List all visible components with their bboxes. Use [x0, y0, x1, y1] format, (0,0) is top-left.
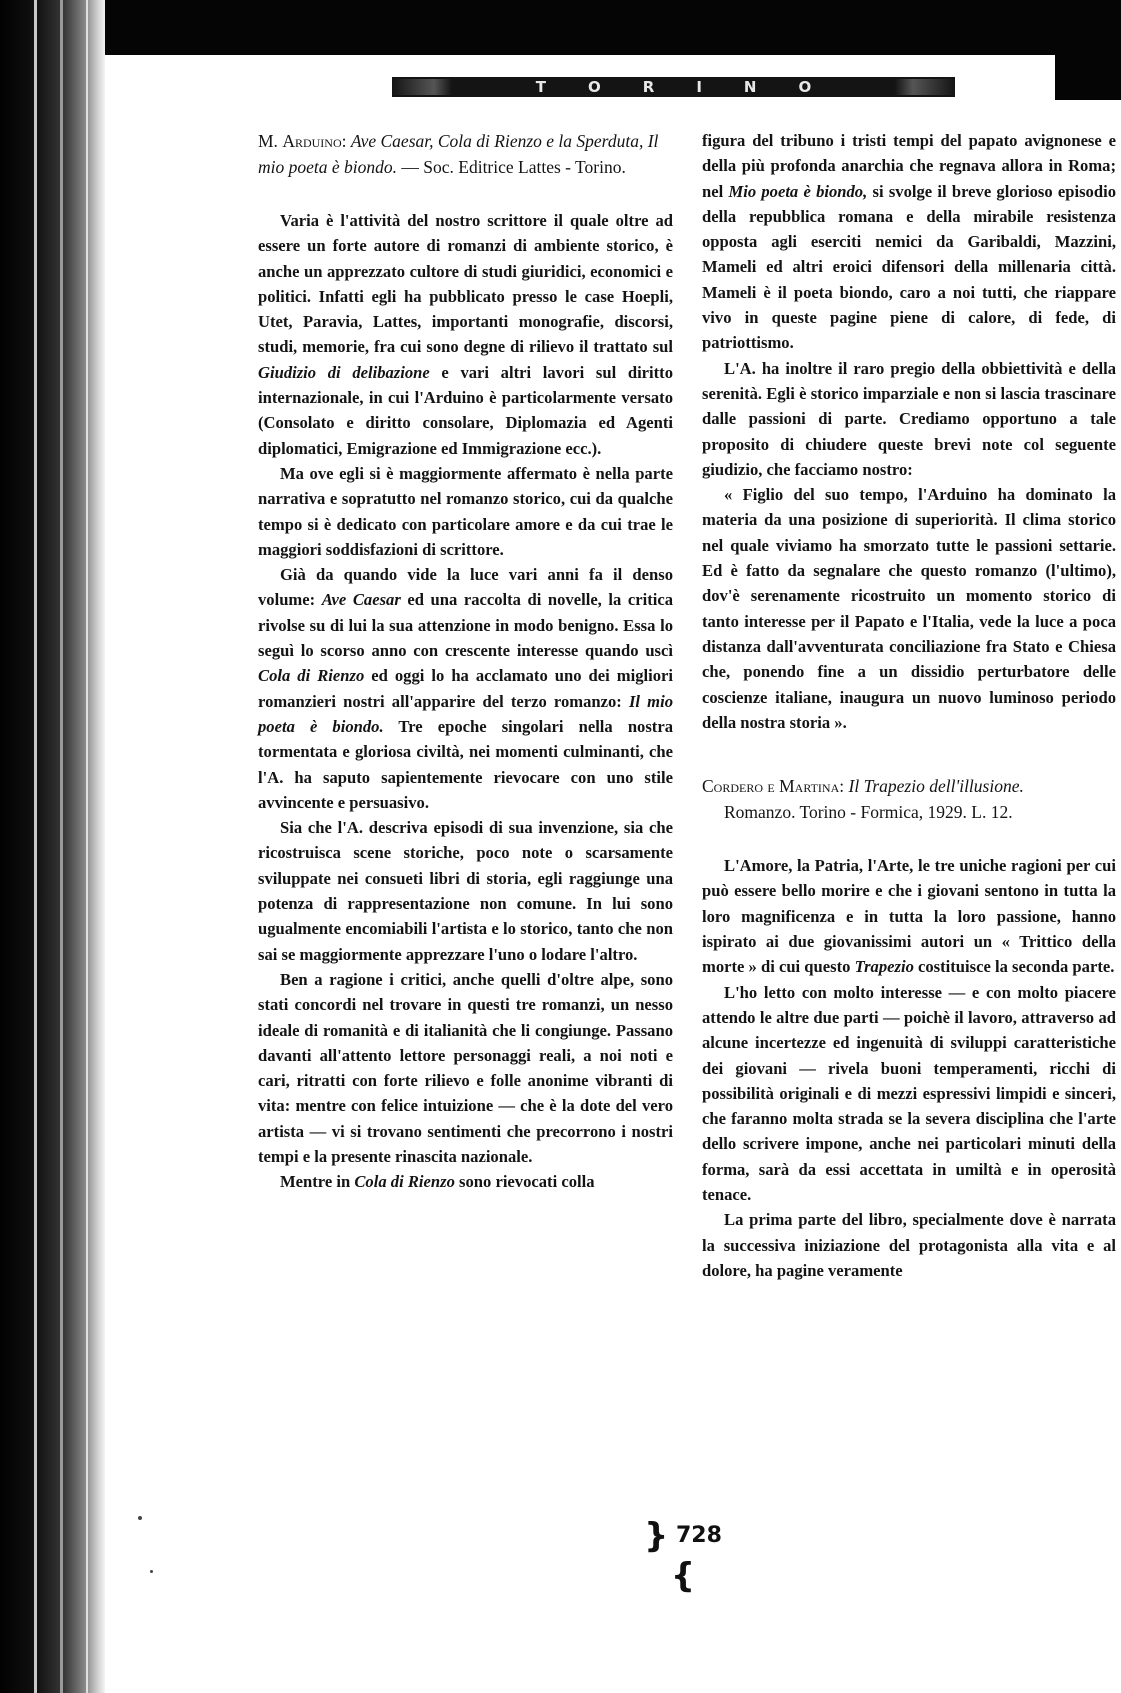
paragraph: Ben a ragione i critici, anche quelli d'oltre alpe, sono stati concordi nel trovare in questi tre romanzi, un nesso ideale di romanità e di italianità che li congiunge. Passano davanti all'attento lettore personaggi reali, a noi noti e cari, ritratti con forte rilievo e folle anonime vibranti di vita: mentre con felice intuizione — che è la dote del vero artista — vi si trovano sentimenti che precorrono i nostri tempi e la presente rinascita nazionale.	[258, 969, 673, 1166]
paragraph: La prima parte del libro, specialmente dove è narrata la successiva iniziazione del protagonista alla vita e al dolore, ha pagine veramente	[702, 1210, 1116, 1280]
italic-title: Cola di Rienzo	[258, 666, 365, 686]
paragraph: Ma ove egli si è maggiormente affermato è nella parte narrativa e sopratutto nel romanzo storico, cui da qualche tempo si è dedicato con particolare amore e da cui trae le maggiori soddisfazioni di scrittore.	[258, 463, 673, 559]
quote-paragraph: « Figlio del suo tempo, l'Arduino ha dominato la materia da una posizione di superiorità. Il clima storico nel quale viviamo ha smorzato tutte le passioni settarie. Ed è fatto da segnalare che questo romanzo (l'ultimo), dov'è serenamente ricostruito un momento storico di tanto interesse per il Papato e l'Italia, vede la luce a poca distanza dall'avventurata conciliazione fra Stato e Chiesa che, ponendo fine a un dissidio perturbatore delle coscienze italiane, inaugura un nuovo luminoso periodo della nostra storia ».	[702, 485, 1116, 732]
page-number-ornament-right: {	[670, 1556, 696, 1596]
paragraph: L'A. ha inoltre il raro pregio della obbiettività e della serenità. Egli è storico imparziale e non si lascia trascinare dalle passioni di parte. Crediamo opportuno a tale proposito di chiudere queste brevi note col seguente giudizio, che facciamo nostro:	[702, 358, 1116, 479]
scan-streak	[86, 0, 88, 1693]
running-header-title: TORINO	[535, 78, 854, 96]
paragraph-text: Già da quando vide la luce vari anni fa il denso volume:	[258, 565, 673, 610]
paragraph	[258, 1169, 673, 1194]
scan-streak	[34, 0, 37, 1693]
header-ornament-left	[392, 79, 452, 95]
review2-authors: Cordero e Martina	[702, 776, 840, 797]
paragraph-text: si svolge il breve glorioso episodio della repubblica romana e della mirabile resistenza opposta agli eserciti nemici da Garibaldi, Mazzini, Mameli ed altri eroici difensori della millenaria città. Mameli è il poeta biondo, caro a noi tutti, che riappare vivo in queste pagine piene di calore, di fede, di patriottismo.	[702, 181, 1116, 353]
paragraph-text: L'Amore, la Patria, l'Arte, le tre uniche ragioni per cui può essere bello morire e che i giovani sentono in tutta la loro magnificenza e in tutta la loro passione, hanno ispirato ai due giovanissimi autori un « Trittico della morte » di cui questo	[702, 856, 1116, 977]
review-heading-cordero-martina: Cordero e Martina: Il Trapezio dell'illusione. Romanzo. Torino - Formica, 1929. L. 12.	[702, 773, 1116, 825]
review-body-arduino	[258, 208, 673, 1195]
review-heading-arduino: M. Arduino: Ave Caesar, Cola di Rienzo e la Sperduta, Il mio poeta è biondo. — Soc. Editrice Lattes - Torino.	[258, 131, 659, 177]
paragraph-text: costituisce la seconda parte.	[913, 957, 1115, 977]
header-ornament-right	[895, 79, 955, 95]
page-number	[638, 1516, 728, 1596]
scan-streak	[60, 0, 63, 1693]
paragraph-text: sono rievocati colla	[454, 1172, 595, 1192]
review-publisher: — Soc. Editrice Lattes - Torino.	[397, 157, 626, 177]
scan-border-right	[1055, 0, 1121, 100]
italic-title: Trapezio	[854, 957, 914, 977]
paragraph-text: ed una raccolta di novelle, la critica rivolse su di lui la sua attenzione in modo benigno. Essa lo seguì lo scorso anno con crescente interesse quando uscì	[258, 590, 673, 661]
right-column	[702, 128, 1116, 1283]
paragraph	[702, 853, 1116, 979]
paragraph-text: Varia è l'attività del nostro scrittore il quale oltre ad essere un forte autore di romanzi di ambiente storico, è anche un apprezzato cultore di studi giuridici, economici e politici. Infatti egli ha pubblicato presso le case Hoepli, Utet, Paravia, Lattes, importanti monografie, discorsi, studi, memorie, fra cui sono degne di rilievo il trattato sul	[258, 211, 673, 357]
review-titles: Ave Caesar, Cola di Rienzo e la Sperduta, Il mio poeta è biondo.	[258, 131, 659, 177]
review2-details: Romanzo. Torino - Formica, 1929. L. 12.	[724, 802, 1013, 823]
paragraph-text: Mentre in	[280, 1172, 355, 1192]
page-number-ornament-left: }	[644, 1516, 669, 1556]
italic-title: Giudizio di delibazione	[258, 362, 430, 382]
italic-title: Ave Caesar	[321, 590, 401, 610]
author-initial: M.	[258, 131, 283, 151]
section-gap	[702, 735, 1116, 773]
author-name: Arduino	[282, 131, 342, 151]
paragraph: Sia che l'A. descriva episodi di sua invenzione, sia che ricostruisca scene storiche, poco note o scarsamente sviluppate nei consueti libri di storia, egli raggiunge una potenza di rappresentazione non comune. In lui sono ugualmente encomiabili l'artista e lo storico, tanto che non sai se maggiormente apprezzare l'uno o lodare l'altro.	[258, 818, 673, 964]
paragraph-text: e vari altri lavori sul diritto internazionale, in cui l'Arduino è particolarmente versato (Consolato e diritto consolare, Diplomazia ed Agenti diplomatici, Emigrazione ed Immigrazione ecc.).	[258, 362, 674, 458]
page-number-value: 728	[675, 1523, 722, 1548]
left-column	[258, 128, 673, 1195]
italic-title: Cola di Rienzo	[354, 1172, 455, 1192]
italic-title: Mio poeta è biondo,	[728, 181, 868, 201]
italic-title: Il mio poeta è biondo.	[258, 691, 673, 736]
paragraph: L'ho letto con molto interesse — e con molto piacere attendo le altre due parti — poichè il lavoro, attraverso ad alcune incertezze ed ingenuità di sviluppi caratteristiche dei giovani — rivela buoni temperamenti, ricchi di possibilità originali e di mezzi espressivi limpidi e sinceri, che faranno molta strada se la severa disciplina che l'arte dello scrivere impone, anche nei particolari minuti della forma, sarà da essi accettata in umiltà e in operosità tenace.	[702, 982, 1116, 1204]
scan-border-top	[0, 0, 1121, 55]
paragraph	[258, 208, 673, 461]
running-header	[392, 77, 955, 97]
scan-border-left	[0, 0, 105, 1693]
paragraph-continued	[702, 128, 1116, 356]
paragraph	[258, 562, 673, 815]
paragraph-text: ed oggi lo ha acclamato uno dei migliori romanzieri nostri all'apparire del terzo romanzo:	[258, 666, 673, 711]
scan-speck	[138, 1516, 142, 1520]
paragraph-text: Tre epoche singolari nella nostra tormentata e gloriosa civiltà, nei momenti culminanti, che l'A. ha saputo sapientemente rievocare con uno stile avvincente e persuasivo.	[258, 716, 673, 812]
scan-speck	[150, 1570, 153, 1573]
paragraph-text: figura del tribuno i tristi tempi del papato avignonese e della più profonda anarchia che regnava allora in Roma; nel	[702, 131, 1116, 201]
review2-title: Il Trapezio dell'illusione.	[848, 776, 1024, 797]
